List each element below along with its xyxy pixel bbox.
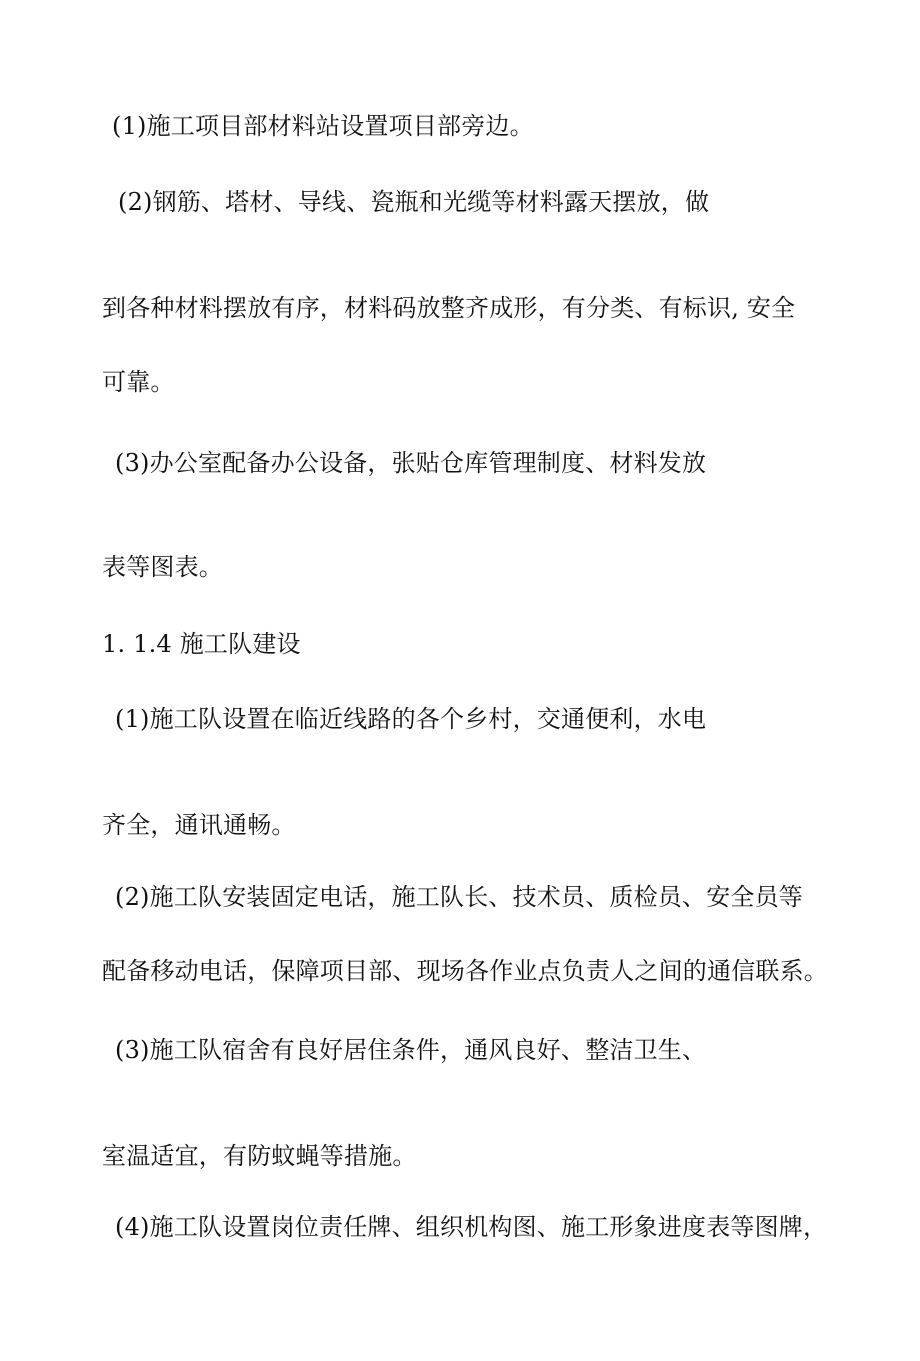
paragraph-team-item-2-telephones: (2)施工队安装固定电话，施工队长、技术员、质检员、安全员等 [115,883,803,911]
paragraph-item-2-continuation-end: 可靠。 [102,368,175,396]
paragraph-item-2-material-storage: (2)钢筋、塔材、导线、瓷瓶和光缆等材料露天摆放，做 [118,188,710,216]
paragraph-team-item-4-signboards: (4)施工队设置岗位责任牌、组织机构图、施工形象进度表等图牌， [115,1213,828,1241]
paragraph-item-3-office-equipment: (3)办公室配备办公设备，张贴仓库管理制度、材料发放 [115,449,707,477]
paragraph-team-item-1-continuation: 齐全，通讯通畅。 [102,811,296,839]
paragraph-team-item-1-location: (1)施工队设置在临近线路的各个乡村，交通便利，水电 [115,705,707,733]
section-heading-construction-team: 1. 1.4 施工队建设 [102,630,301,658]
paragraph-item-3-continuation: 表等图表。 [102,553,223,581]
paragraph-team-item-3-continuation: 室温适宜，有防蚊蝇等措施。 [102,1142,417,1170]
paragraph-item-2-continuation: 到各种材料摆放有序，材料码放整齐成形，有分类、有标识, 安全 [102,294,796,322]
paragraph-team-item-2-continuation: 配备移动电话，保障项目部、现场各作业点负责人之间的通信联系。 [102,957,828,985]
paragraph-item-1-material-station: (1)施工项目部材料站设置项目部旁边。 [112,112,534,140]
paragraph-team-item-3-dormitory: (3)施工队宿舍有良好居住条件，通风良好、整洁卫生、 [115,1036,707,1064]
